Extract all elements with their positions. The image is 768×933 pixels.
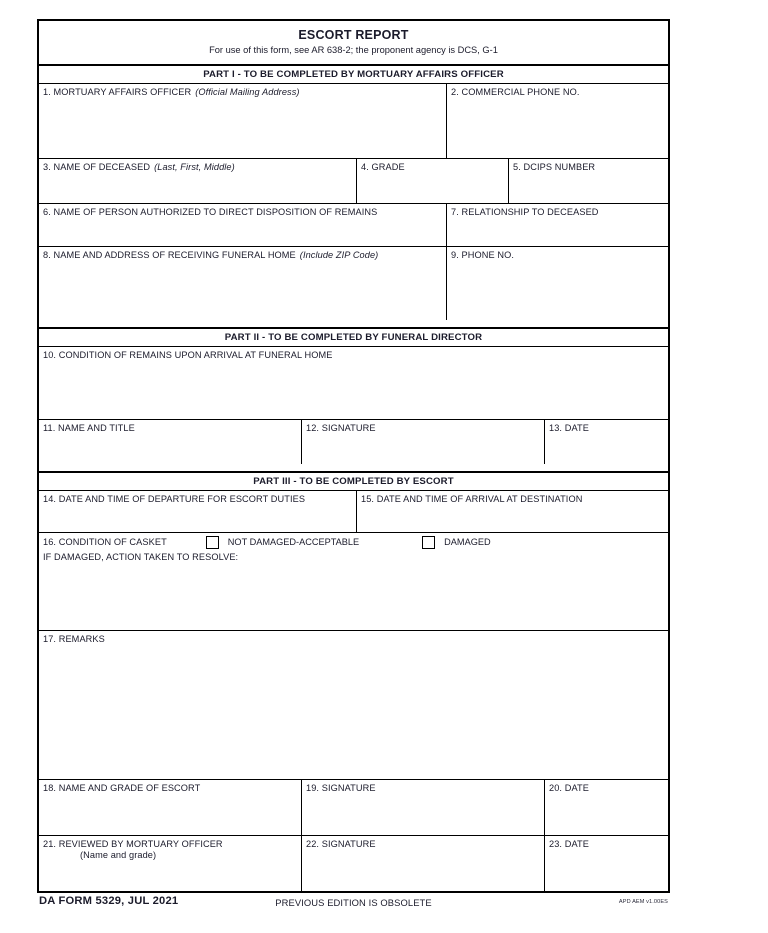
field-22-signature[interactable]	[302, 836, 545, 891]
form-identifier: DA FORM 5329, JUL 2021	[39, 895, 179, 907]
part-2-part-3-divider	[39, 464, 668, 473]
escort-report-form	[37, 19, 670, 893]
form-row-11	[39, 836, 668, 891]
field-10-condition-of-remains[interactable]	[39, 347, 668, 419]
field-18-name-grade-of-escort[interactable]	[39, 780, 302, 835]
field-10-label: 10. CONDITION OF REMAINS UPON ARRIVAL AT FUNERAL HOME	[43, 350, 333, 360]
field-23-label: 23. DATE	[549, 839, 589, 849]
field-17-label: 17. REMARKS	[43, 634, 105, 644]
apd-version-code: APD AEM v1.00ES	[618, 899, 668, 905]
part-1-part-2-divider	[39, 320, 668, 329]
field-6-person-authorized[interactable]	[39, 204, 447, 246]
field-15-arrival-datetime[interactable]	[357, 491, 668, 532]
field-19-signature[interactable]	[302, 780, 545, 835]
form-footer	[37, 893, 670, 915]
form-row-10	[39, 780, 668, 836]
field-20-date[interactable]	[545, 780, 668, 835]
field-2-commercial-phone[interactable]	[447, 84, 668, 158]
form-title: ESCORT REPORT	[298, 28, 409, 42]
form-row-9	[39, 631, 668, 780]
field-16-condition-of-casket	[39, 533, 668, 630]
form-row-2	[39, 159, 668, 204]
form-row-5	[39, 347, 668, 420]
field-20-label: 20. DATE	[549, 783, 589, 793]
field-9-label: 9. PHONE NO.	[451, 250, 514, 260]
field-12-label: 12. SIGNATURE	[306, 423, 376, 433]
form-title-block	[39, 21, 668, 66]
field-9-phone-no[interactable]	[447, 247, 668, 320]
checkbox-not-damaged-acceptable-label: NOT DAMAGED-ACCEPTABLE	[227, 537, 360, 547]
field-1-mortuary-affairs-officer[interactable]	[39, 84, 447, 158]
field-2-label: 2. COMMERCIAL PHONE NO.	[451, 87, 580, 97]
form-row-3	[39, 204, 668, 247]
field-5-label: 5. DCIPS NUMBER	[513, 162, 596, 172]
field-12-signature[interactable]	[302, 420, 545, 464]
field-5-dcips-number[interactable]	[509, 159, 668, 203]
field-19-label: 19. SIGNATURE	[306, 783, 376, 793]
form-row-8	[39, 533, 668, 631]
field-6-label: 6. NAME OF PERSON AUTHORIZED TO DIRECT DISPOSITION OF REMAINS	[43, 207, 378, 217]
field-8-label: 8. NAME AND ADDRESS OF RECEIVING FUNERAL HOME (Include ZIP Code)	[43, 250, 379, 260]
form-row-1	[39, 84, 668, 159]
checkbox-not-damaged-acceptable[interactable]	[206, 536, 219, 549]
form-row-7	[39, 491, 668, 533]
field-8-receiving-funeral-home[interactable]	[39, 247, 447, 320]
field-21-reviewed-by-mortuary-officer[interactable]	[39, 836, 302, 891]
field-7-label: 7. RELATIONSHIP TO DECEASED	[451, 207, 599, 217]
previous-edition-note: PREVIOUS EDITION IS OBSOLETE	[275, 897, 432, 908]
field-4-label: 4. GRADE	[361, 162, 405, 172]
field-22-label: 22. SIGNATURE	[306, 839, 376, 849]
field-14-label: 14. DATE AND TIME OF DEPARTURE FOR ESCORT DUTIES	[43, 494, 306, 504]
checkbox-damaged[interactable]	[422, 536, 435, 549]
field-21-hint: (Name and grade)	[80, 850, 157, 860]
checkbox-damaged-label: DAMAGED	[444, 537, 491, 547]
field-3-label: 3. NAME OF DECEASED (Last, First, Middle)	[43, 162, 235, 172]
field-4-grade[interactable]	[357, 159, 509, 203]
field-16-label: 16. CONDITION OF CASKET	[43, 537, 167, 547]
field-16-options	[43, 536, 664, 549]
field-13-label: 13. DATE	[549, 423, 589, 433]
form-row-6	[39, 420, 668, 464]
part-2-header: PART II - TO BE COMPLETED BY FUNERAL DIRECTOR	[39, 329, 668, 347]
field-18-label: 18. NAME AND GRADE OF ESCORT	[43, 783, 201, 793]
field-14-departure-datetime[interactable]	[39, 491, 357, 532]
form-row-4	[39, 247, 668, 320]
form-subtitle: For use of this form, see AR 638-2; the proponent agency is DCS, G-1	[209, 45, 498, 55]
field-1-label: 1. MORTUARY AFFAIRS OFFICER (Official Mailing Address)	[43, 87, 300, 97]
field-15-label: 15. DATE AND TIME OF ARRIVAL AT DESTINATION	[361, 494, 583, 504]
field-11-label: 11. NAME AND TITLE	[43, 423, 135, 433]
field-7-relationship-to-deceased[interactable]	[447, 204, 668, 246]
field-3-name-of-deceased[interactable]	[39, 159, 357, 203]
field-23-date[interactable]	[545, 836, 668, 891]
part-1-header: PART I - TO BE COMPLETED BY MORTUARY AFFAIRS OFFICER	[39, 66, 668, 84]
field-13-date[interactable]	[545, 420, 668, 464]
field-21-label: 21. REVIEWED BY MORTUARY OFFICER	[43, 839, 223, 849]
part-3-header: PART III - TO BE COMPLETED BY ESCORT	[39, 473, 668, 491]
field-17-remarks[interactable]	[39, 631, 668, 779]
field-11-name-and-title[interactable]	[39, 420, 302, 464]
field-16-damage-note: IF DAMAGED, ACTION TAKEN TO RESOLVE:	[43, 552, 239, 562]
